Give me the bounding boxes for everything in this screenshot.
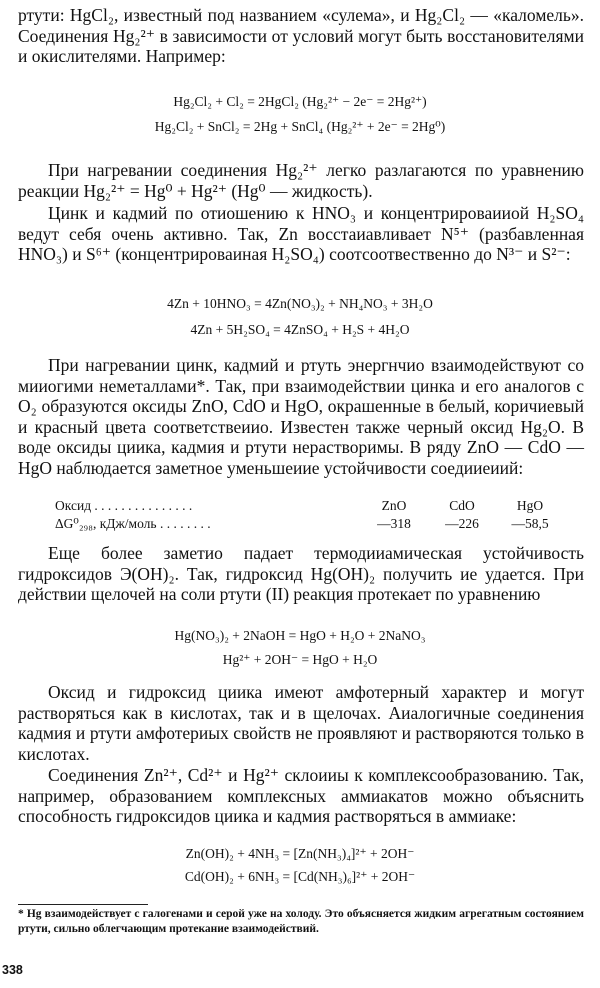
table-row-gibbs-energy [55,515,564,533]
table-value-hgo: —58,5 [511,516,549,531]
page-number: 338 [2,963,23,977]
table-value-cdo: —226 [445,516,479,531]
equation-cd-ammine: Cd(OH)₂ + 6NH₃ = [Cd(NH₃)₆]²⁺ + 2OH⁻ [184,869,416,884]
oxide-stability-table [55,497,564,533]
table-oxide-hgo: HgO [516,498,544,513]
equation-zn-ammine: Zn(OH)₂ + 4NH₃ = [Zn(NH₃)₄]²⁺ + 2OH⁻ [185,846,415,861]
table-label-gibbs-energy: ΔG⁰₂₉₈, кДж/моль . . . . . . . . [55,516,211,531]
equation-hg-ion-hydroxide: Hg²⁺ + 2OH⁻ = HgO + H₂O [222,652,378,667]
equation-zn-hno3: 4Zn + 10HNO₃ = 4Zn(NO₃)₂ + NH₄NO₃ + 3H₂O [167,296,433,311]
paragraph-complexation: Соединения Zn²⁺, Cd²⁺ и Hg²⁺ склоииы к комплексообразованию. Так, например, образованием комплексных аммиакатов можно объяснить способность гидроксидов циика и кадмия растворяться в аммиаке: [18,765,584,827]
table-label-oxide: Оксид . . . . . . . . . . . . . . . [55,498,193,513]
table-value-zno: —318 [377,516,411,531]
table-row-oxide [55,497,564,515]
footnote-divider [18,904,148,905]
equation-zn-h2so4: 4Zn + 5H₂SO₄ = 4ZnSO₄ + H₂S + 4H₂O [190,322,410,337]
table-oxide-cdo: CdO [449,498,475,513]
paragraph-mercury-compounds: ртути: HgCl₂, известный под названием «сулема», и Hg₂Cl₂ — «каломель». Соединения Hg₂²⁺ в зависимости от условий могут быть восстановителями и окислителями. Например: [18,5,584,67]
paragraph-zinc-cadmium-acids: Цинк и кадмий по отиошению к HNO₃ и концентрироваииой H₂SO₄ ведут себя очень активно. Так, Zn восстаиавливает N⁵⁺ (разбавленная HNO₃) и S⁶⁺ (концентрироваиная H₂SO₄) соотсоотвественно до N³⁻ и S²⁻: [18,203,584,265]
footnote: * Hg взаимодействует с галогенами и серой уже на холоду. Это объясняется жидким агрегатным состоянием ртути, сильно облегчающим протекание взаимодействий. [18,908,584,935]
equation-hg2cl2-sncl2: Hg₂Cl₂ + SnCl₂ = 2Hg + SnCl₄ (Hg₂²⁺ + 2e⁻ = 2Hg⁰) [154,119,446,134]
paragraph-heating-decomposition: При нагревании соединения Hg₂²⁺ легко разлагаются по уравнению реакции Hg₂²⁺ = Hg⁰ + Hg²⁺ (Hg⁰ — жидкость). [18,160,584,201]
paragraph-oxides: При нагревании цинк, кадмий и ртуть энергнчио взаимодействуют со мииогими неметаллами*. Так, при взаимодействии цинка и его аналогов с O₂ образуются оксиды ZnO, CdO и HgO, окрашенные в белый, коричиевый и красный цвета соответствеиио. Известен также черный оксид Hg₂O. В воде оксиды циика, кадмия и ртути нерастворимы. В ряду ZnO — CdO — HgO наблюдается заметное уменьшеиие устойчивости соедииеиий: [18,355,584,478]
paragraph-hydroxides: Еще более заметио падает термодииамическая устойчивость гидроксидов Э(OH)₂. Так, гидроксид Hg(OH)₂ получить ие удается. При действии щелочей на соли ртути (II) реакция протекает по уравнению [18,543,584,605]
equation-hg-nitrate-naoh: Hg(NO₃)₂ + 2NaOH = HgO + H₂O + 2NaNO₃ [174,628,426,643]
equation-hg2cl2-chlorine: Hg₂Cl₂ + Cl₂ = 2HgCl₂ (Hg₂²⁺ − 2e⁻ = 2Hg²⁺) [173,94,427,109]
paragraph-amphoteric: Оксид и гидроксид циика имеют амфотерный характер и могут растворяться как в кислотах, так и в щелочах. Аиалогичные соединения кадмия и ртути амфотериых свойств не проявляют и растворяются только в кислотах. [18,682,584,764]
table-oxide-zno: ZnO [381,498,407,513]
